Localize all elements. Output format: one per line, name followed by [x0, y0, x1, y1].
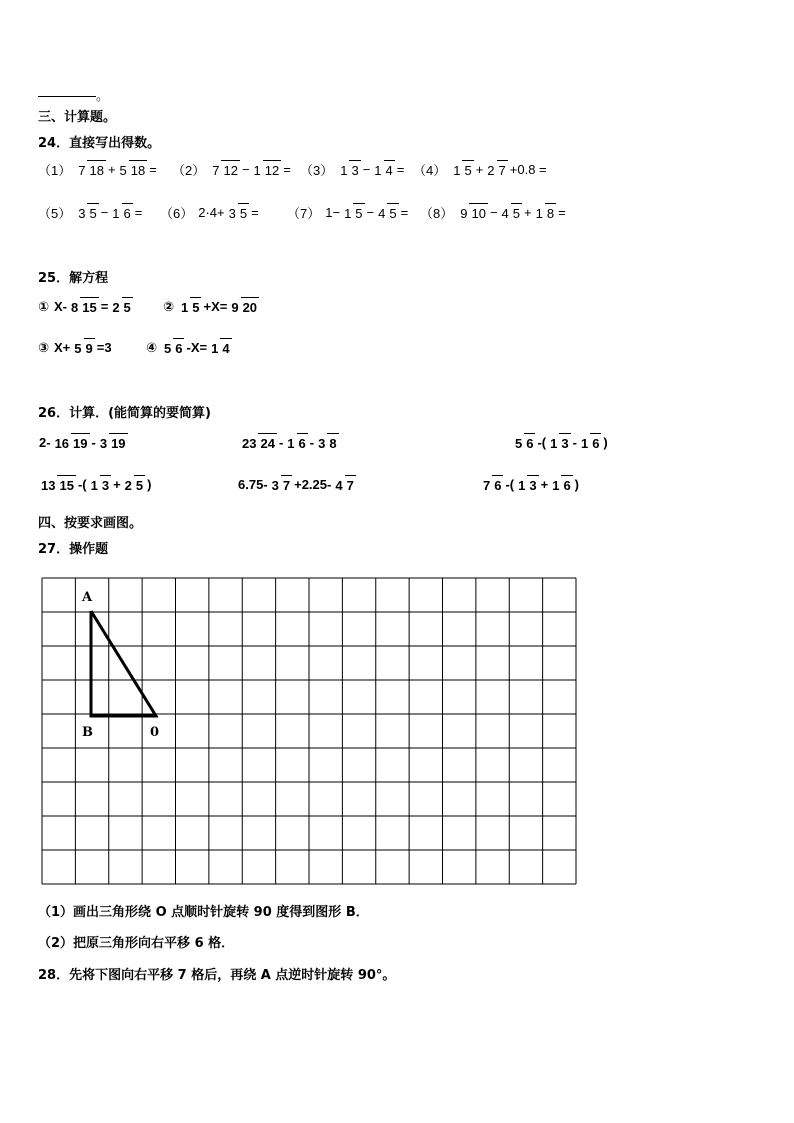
denominator: 5 — [511, 203, 522, 220]
q26-item — [239, 433, 340, 452]
item-label: ④ — [146, 339, 158, 355]
fraction — [481, 475, 503, 494]
numerator: 5 — [164, 341, 172, 356]
denominator: 6 — [524, 433, 535, 450]
numerator: 3 — [271, 478, 279, 493]
numerator: 4 — [378, 206, 386, 221]
operator: = — [100, 299, 109, 314]
fraction — [179, 297, 201, 316]
fraction — [240, 433, 277, 452]
numerator: 5 — [74, 341, 82, 356]
q27-instruction-1: （1）画出三角形绕 O 点顺时针旋转 90 度得到图形 B． — [38, 905, 369, 920]
denominator: 19 — [71, 433, 89, 450]
fraction — [548, 433, 570, 452]
operator: = — [396, 162, 405, 177]
numerator: 7 — [212, 163, 220, 178]
q24-item — [160, 203, 260, 222]
q26-item — [480, 475, 580, 494]
denominator: 15 — [57, 475, 75, 492]
item-label: （2） — [172, 163, 206, 178]
fraction — [372, 160, 394, 179]
item-label: （7） — [287, 206, 321, 221]
item-label: ① — [38, 298, 50, 314]
operator: +2.25- — [294, 477, 332, 492]
operator: - — [278, 435, 284, 450]
denominator: 3 — [349, 160, 360, 177]
numerator: 3 — [318, 436, 326, 451]
item-label: （4） — [413, 163, 447, 178]
denominator: 5 — [238, 203, 249, 220]
numerator: 3 — [78, 206, 86, 221]
numerator: 9 — [460, 206, 468, 221]
operator: = — [400, 205, 409, 220]
blank-period: 。 — [96, 89, 110, 104]
numerator: 1 — [340, 163, 348, 178]
numerator: 1 — [453, 163, 461, 178]
q24-item — [420, 203, 567, 222]
denominator: 8 — [327, 433, 338, 450]
operator: 2- — [39, 435, 51, 450]
operator: = — [283, 162, 291, 177]
operator: = — [134, 205, 143, 220]
triangle-abo — [91, 611, 156, 716]
q28-title: 28．先将下图向右平移 7 格后，再绕 A 点逆时针旋转 90°。 — [38, 968, 396, 983]
q26-item — [38, 475, 152, 494]
denominator: 5 — [122, 297, 133, 314]
operator: − — [489, 205, 498, 220]
numerator: 23 — [242, 436, 257, 451]
denominator: 3 — [100, 475, 111, 492]
q24-item — [38, 160, 158, 179]
denominator: 7 — [345, 475, 356, 492]
item-label: （6） — [160, 206, 194, 221]
numerator: 9 — [231, 300, 239, 315]
denominator: 5 — [87, 203, 98, 220]
numerator: 1 — [344, 206, 352, 221]
numerator: 1 — [580, 436, 589, 451]
operator: = — [558, 205, 566, 220]
fraction — [39, 475, 76, 494]
operator: X+ — [54, 340, 71, 355]
numerator: 3 — [99, 436, 108, 451]
operator: − — [366, 205, 375, 220]
numerator: 1 — [181, 300, 189, 315]
operator: -( — [505, 477, 515, 492]
operator: 1− — [325, 205, 341, 220]
numerator: 1 — [552, 478, 560, 493]
denominator: 5 — [387, 203, 398, 220]
numerator: 4 — [501, 206, 509, 221]
q24-item — [172, 160, 292, 179]
denominator: 5 — [462, 160, 473, 177]
operator: + — [107, 162, 116, 177]
denominator: 19 — [109, 433, 127, 450]
numerator: 1 — [253, 163, 261, 178]
denominator: 7 — [281, 475, 292, 492]
fraction — [270, 475, 292, 494]
operator: 2·4+ — [198, 205, 225, 220]
item-label: （1） — [38, 163, 72, 178]
fraction — [76, 160, 106, 179]
drawing-grid — [40, 576, 580, 886]
numerator: 1 — [535, 206, 543, 221]
operator: +X= — [203, 299, 228, 314]
denominator: 9 — [84, 338, 95, 355]
fraction — [579, 433, 601, 452]
q24-item — [413, 160, 548, 179]
q24-title: 24．直接写出得数。 — [38, 136, 161, 151]
section3-title: 三、计算题。 — [38, 110, 117, 125]
q25-item — [38, 297, 134, 316]
denominator: 3 — [527, 475, 538, 492]
q26-title: 26．计算．(能简算的要简算) — [38, 406, 211, 421]
q24-item — [300, 160, 405, 179]
denominator: 6 — [590, 433, 601, 450]
operator: - — [309, 435, 315, 450]
numerator: 5 — [119, 163, 127, 178]
numerator: 7 — [78, 163, 86, 178]
answer-blank-line — [38, 96, 96, 97]
fraction — [485, 160, 507, 179]
q27-title: 27．操作题 — [38, 542, 109, 557]
point-label-a: A — [82, 590, 93, 605]
operator: - — [91, 435, 96, 450]
operator: − — [100, 205, 109, 220]
denominator: 18 — [87, 160, 105, 177]
denominator: 3 — [559, 433, 570, 450]
q26-item — [237, 475, 357, 494]
numerator: 3 — [228, 206, 236, 221]
denominator: 5 — [134, 475, 145, 492]
operator: 6.75- — [238, 477, 268, 492]
fraction — [210, 160, 240, 179]
item-label: ③ — [38, 339, 50, 355]
fraction — [252, 160, 282, 179]
q27-instruction-2: （2）把原三角形向右平移 6 格． — [38, 936, 235, 951]
denominator: 5 — [353, 203, 364, 220]
operator: ) — [603, 435, 608, 450]
operator: ) — [574, 477, 580, 492]
denominator: 4 — [220, 338, 231, 355]
fraction — [76, 203, 98, 222]
fraction — [227, 203, 249, 222]
denominator: 5 — [190, 297, 201, 314]
point-label-b: B — [82, 725, 93, 740]
item-label: （3） — [300, 163, 334, 178]
operator: + — [113, 477, 121, 492]
item-label: （8） — [420, 206, 454, 221]
operator: -X= — [186, 340, 208, 355]
fraction — [118, 160, 148, 179]
fraction — [451, 160, 473, 179]
fraction — [500, 203, 522, 222]
denominator: 6 — [173, 338, 184, 355]
fraction — [123, 475, 145, 494]
point-label-o: 0 — [150, 725, 160, 740]
denominator: 18 — [129, 160, 147, 177]
operator: + — [540, 477, 549, 492]
denominator: 12 — [221, 160, 239, 177]
fraction — [342, 203, 364, 222]
numerator: 1 — [90, 478, 98, 493]
item-label: （5） — [38, 206, 72, 221]
numerator: 13 — [41, 478, 56, 493]
q25-title: 25．解方程 — [38, 271, 109, 286]
fraction — [69, 297, 99, 316]
denominator: 8 — [545, 203, 556, 220]
fraction — [316, 433, 338, 452]
operator: +0.8 = — [509, 162, 547, 177]
section4-title: 四、按要求画图。 — [38, 516, 143, 531]
q24-item — [38, 203, 143, 222]
q25-item — [146, 338, 233, 357]
numerator: 1 — [374, 163, 382, 178]
operator: =3 — [96, 340, 112, 355]
numerator: 7 — [483, 478, 491, 493]
fraction — [162, 338, 184, 357]
fraction — [333, 475, 355, 494]
q26-item — [38, 433, 129, 452]
numerator: 8 — [71, 300, 79, 315]
operator: = — [149, 162, 157, 177]
operator: - — [572, 435, 577, 450]
denominator: 24 — [258, 433, 276, 450]
denominator: 12 — [263, 160, 281, 177]
operator: X- — [54, 299, 68, 314]
fraction — [209, 338, 231, 357]
fraction — [376, 203, 398, 222]
fraction — [53, 433, 90, 452]
grid-lines — [42, 578, 576, 884]
operator: ) — [147, 477, 152, 492]
denominator: 6 — [297, 433, 308, 450]
operator: + — [475, 162, 484, 177]
operator: = — [251, 205, 259, 220]
q25-item — [38, 338, 113, 357]
denominator: 10 — [469, 203, 487, 220]
numerator: 2 — [487, 163, 495, 178]
fraction — [110, 297, 132, 316]
denominator: 4 — [384, 160, 395, 177]
fraction — [98, 433, 128, 452]
numerator: 1 — [287, 436, 295, 451]
denominator: 6 — [122, 203, 133, 220]
numerator: 2 — [124, 478, 132, 493]
denominator: 6 — [561, 475, 572, 492]
fraction — [550, 475, 572, 494]
numerator: 1 — [112, 206, 120, 221]
fraction — [72, 338, 94, 357]
denominator: 15 — [80, 297, 98, 314]
denominator: 20 — [241, 297, 259, 314]
operator: − — [362, 162, 371, 177]
fraction — [534, 203, 556, 222]
fraction — [338, 160, 360, 179]
numerator: 1 — [211, 341, 219, 356]
denominator: 6 — [492, 475, 503, 492]
numerator: 2 — [112, 300, 120, 315]
item-label: ② — [163, 298, 175, 314]
numerator: 16 — [54, 436, 70, 451]
numerator: 1 — [550, 436, 558, 451]
fraction — [110, 203, 132, 222]
numerator: 1 — [518, 478, 526, 493]
q24-item — [287, 203, 409, 222]
operator: -( — [77, 477, 87, 492]
numerator: 5 — [515, 436, 523, 451]
fraction — [285, 433, 307, 452]
operator: -( — [537, 435, 547, 450]
denominator: 7 — [497, 160, 508, 177]
operator: − — [241, 162, 250, 177]
fraction — [513, 433, 535, 452]
fraction — [89, 475, 111, 494]
fraction — [458, 203, 488, 222]
q25-item — [163, 297, 260, 316]
numerator: 4 — [335, 478, 343, 493]
operator: + — [524, 205, 532, 220]
fraction — [516, 475, 538, 494]
fraction — [229, 297, 259, 316]
q26-item — [512, 433, 609, 452]
